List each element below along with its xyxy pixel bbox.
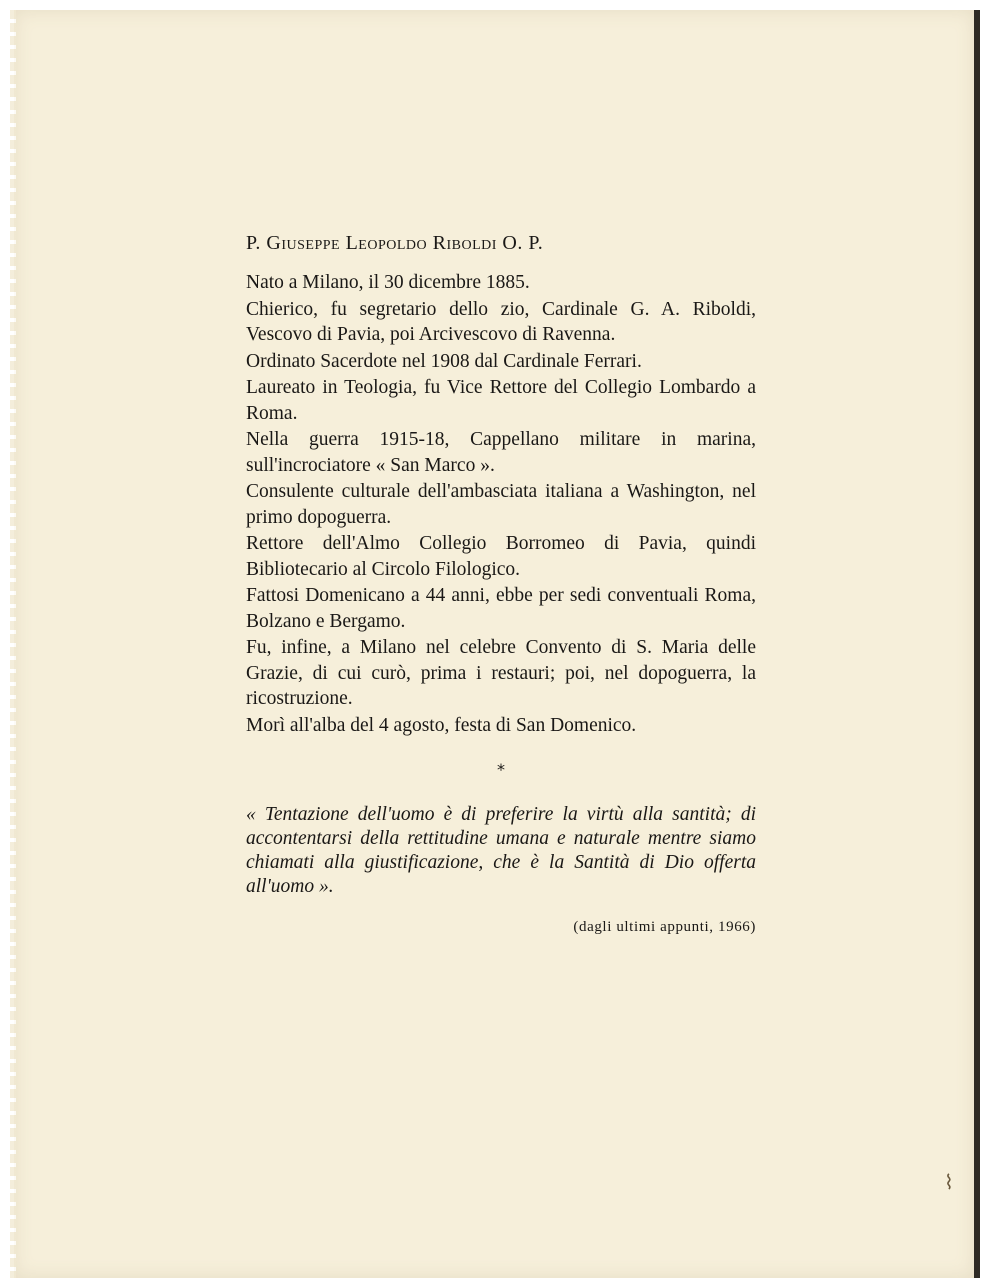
- page-title: P. Giuseppe Leopoldo Riboldi O. P.: [246, 232, 544, 254]
- paragraph-theology: Laureato in Teologia, fu Vice Rettore del Collegio Lombardo a Roma.: [246, 377, 756, 424]
- paragraph-dominican: Fattosi Domenicano a 44 anni, ebbe per sedi conventuali Roma, Bolzano e Bergamo.: [246, 585, 756, 632]
- biography-block: [246, 230, 756, 936]
- paragraph-washington: Consulente culturale dell'ambasciata italiana a Washington, nel primo dopoguerra.: [246, 481, 756, 528]
- quote-text: « Tentazione dell'uomo è di preferire la virtù alla santità; di accontentarsi della rettitudine umana e naturale mentre siamo chiamati alla giustificazione, che è la Santità di Dio offerta all'uomo ».: [246, 804, 756, 897]
- paragraph-ordination: Ordinato Sacerdote nel 1908 dal Cardinale Ferrari.: [246, 350, 642, 372]
- paragraph-birth: Nato a Milano, il 30 dicembre 1885.: [246, 272, 530, 293]
- paragraph-milan: Fu, infine, a Milano nel celebre Convento di S. Maria delle Grazie, di cui curò, prima i restauri; poi, nel dopoguerra, la ricostruzione.: [246, 637, 756, 709]
- paragraph-war: Nella guerra 1915-18, Cappellano militare in marina, sull'incrociatore « San Marco ».: [246, 429, 756, 476]
- separator-asterisk: *: [497, 760, 505, 779]
- quote-source: (dagli ultimi appunti, 1966): [573, 919, 756, 935]
- paragraph-rector: Rettore dell'Almo Collegio Borromeo di Pavia, quindi Bibliotecario al Circolo Filologico.: [246, 533, 756, 580]
- paper-tear-mark: ⌇: [944, 1170, 954, 1194]
- paragraph-death: Morì all'alba del 4 agosto, festa di San Domenico.: [246, 714, 637, 736]
- paragraph-secretary: Chierico, fu segretario dello zio, Cardinale G. A. Riboldi, Vescovo di Pavia, poi Arcivescovo di Ravenna.: [246, 298, 756, 345]
